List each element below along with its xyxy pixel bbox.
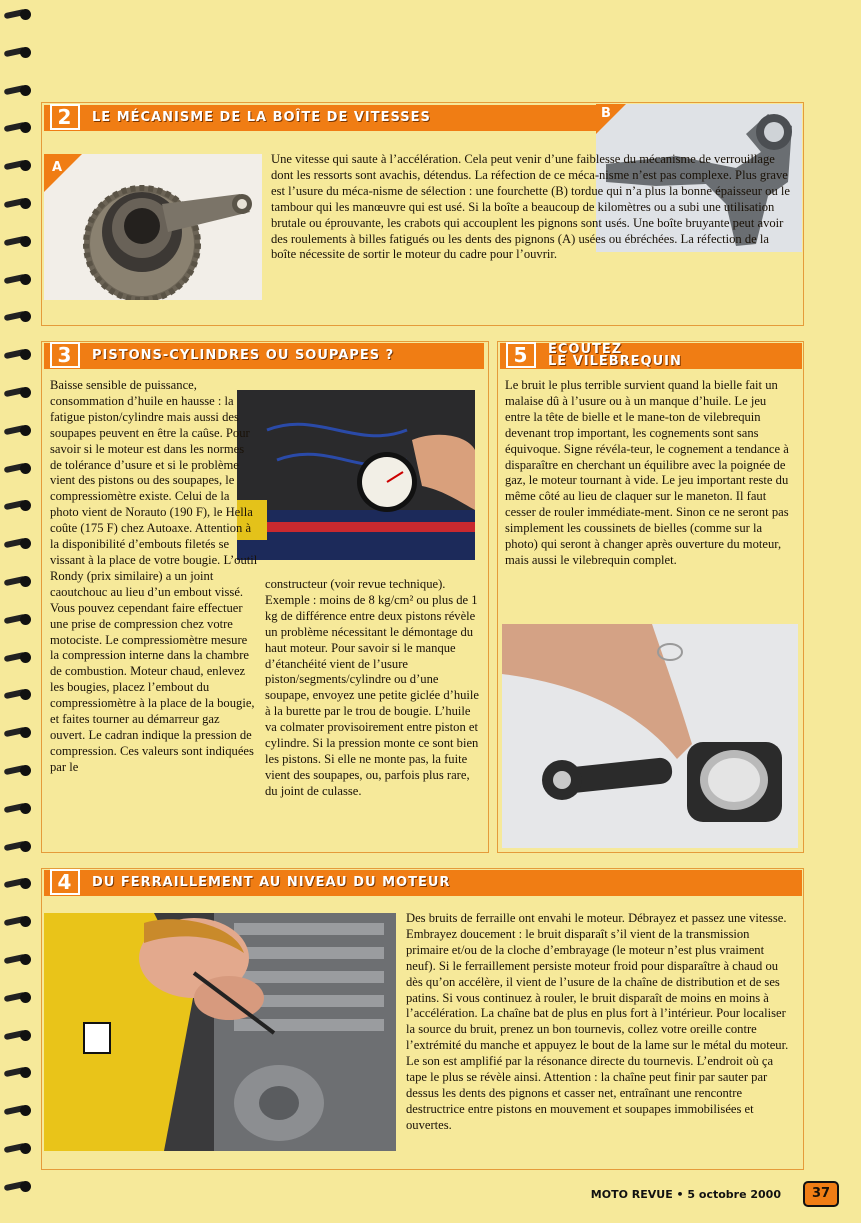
section-3-col2-body: constructeur (voir revue technique). Exemple : moins de 8 kg/cm² ou plus de 1 kg de différence entre deux pistons révèle un problème nécessitant le démontage du haut moteur. Pour savoir si le manque d’étanchéité vient de l’usure piston/segments/cylindre ou d’une soupape, envoyez une petite giclée d’huile à la burette par le trou de bougie. L’huile va colmater provisoirement entre piston et cylindre. Si la pression monte ce sont bien les pistons. Si elle ne monte pas, la fuite vient des soupapes, ou, parfois plus rare, du joint de culasse.: [265, 577, 480, 798]
spiral-ring: [4, 1102, 34, 1120]
spiral-ring: [4, 195, 34, 213]
spiral-ring: [4, 1178, 34, 1196]
spiral-ring: [4, 611, 34, 629]
spiral-ring: [4, 6, 34, 24]
spiral-ring: [4, 460, 34, 478]
spiral-ring: [4, 800, 34, 818]
spiral-ring: [4, 875, 34, 893]
spiral-ring: [4, 535, 34, 553]
section-title: LE MÉCANISME DE LA BOÎTE DE VITESSES: [92, 110, 431, 125]
section-number: 2: [50, 104, 80, 130]
spiral-ring: [4, 308, 34, 326]
compression-gauge-photo: [237, 390, 475, 560]
spiral-ring: [4, 384, 34, 402]
spiral-ring: [4, 573, 34, 591]
spiral-ring: [4, 157, 34, 175]
label-b: B: [601, 106, 611, 121]
section-3-col1-body: Baisse sensible de puissance, consommation d’huile en hausse : la fatigue piston/cylindre mais aussi des soupapes peuvent en être la caûse. Pour savoir si le moteur est dans les normes de tolérance d’usure et si le problème vient des pistons ou des soupapes, le compressiomètre existe. Celui de la photo vient de Norauto (190 F), le Hella coûte (175 F) chez Autoaxe. Attention à la disponibilité d’embouts filetés se vissant à la place de votre bougie. L’outil Rondy (prix similaire) a un joint caoutchouc au lieu d’un embout vissé. Vous pouvez cependant faire effectuer une prise de compression chez votre motociste. Le compressiomètre mesure la compression interne dans la chambre de combustion. Moteur chaud, enlevez les bougies, placez l’embout du compressiomètre à la place de la bougie, et faites tourner au démarreur gaz ouvert. Le cadran indique la pression de compression. Ces valeurs sont indiquées par le: [50, 378, 258, 774]
section-3-col1: [50, 378, 258, 776]
spiral-ring: [4, 838, 34, 856]
section-4-body: Des bruits de ferraille ont envahi le moteur. Débrayez et passez une vitesse. Embrayez doucement : le bruit disparaît s’il vient de la transmission primaire et/ou de la cloche d’embrayage (le moteur n’est plus vraiment neuf). Si le ferraillement persiste moteur froid pour disparaître à chaud ou dès qu’on accélère, il vient de l’usure de la chaîne de distribution et de ses patins. Si vous continuez à rouler, le bruit disparaît de moins en moins à l’accélération. La chaîne bat de plus en plus fort à l’intérieur. Pour localiser la source du bruit, prenez un bon tournevis, collez votre oreille contre l’extrémité du manche et appuyez le bout de la lame sur le métal du moteur. Le son est amplifié par la résonance directe du tournevis. L’endroit où ça tape le plus se révèle ainsi. Attention : la chaîne peut finir par sauter par dessus les dents des pignons et casser net, entraînant une rencontre destructrice entre pistons en mouvement et soupapes immobilisées et ouvertes.: [406, 911, 789, 1132]
spiral-ring: [4, 686, 34, 704]
spiral-ring: [4, 724, 34, 742]
section-4-header: [44, 870, 802, 896]
label-a: A: [52, 160, 63, 175]
section-2-text: [271, 152, 793, 263]
spiral-binding: [0, 0, 40, 1223]
spiral-ring: [4, 951, 34, 969]
section-3-col2: [265, 577, 479, 800]
spiral-ring: [4, 119, 34, 137]
section-title-line2: LE VILEBREQUIN: [548, 354, 682, 369]
section-5-text: [505, 378, 790, 569]
spiral-ring: [4, 497, 34, 515]
section-number: 5: [506, 342, 536, 368]
section-number: 4: [50, 869, 80, 895]
page-number: 37: [803, 1181, 839, 1207]
section-title-line1: ECOUTEZ: [548, 342, 623, 357]
footer-magazine-date: MOTO REVUE • 5 octobre 2000: [590, 1188, 781, 1201]
gearbox-gear-photo: [44, 154, 262, 300]
spiral-ring: [4, 1064, 34, 1082]
spiral-ring: [4, 762, 34, 780]
spiral-ring: [4, 1140, 34, 1158]
connecting-rod-photo: [502, 624, 798, 848]
spiral-ring: [4, 233, 34, 251]
spiral-ring: [4, 346, 34, 364]
section-title: DU FERRAILLEMENT AU NIVEAU DU MOTEUR: [92, 875, 451, 890]
section-2-body: Une vitesse qui saute à l’accélération. Cela peut venir d’une faiblesse du mécanisme de verrouillage dont les ressorts sont avachis, détendus. La réfection de ce méca-nisme n’est pas complexe. Plus grave est l’usure du méca-nisme de sélection : une fourchette (B) tordue qui n’a plus la bonne épaisseur ou le tambour qui les manœuvre qui est usé. Si la boîte a beaucoup de kilomètres ou a subi une utilisation brutale ou éprouvante, les crabots qui accouplent les pignons sont usés. Une boîte bruyante peut avoir des roulements à billes fatigués ou les dents des pignons (A) usées ou ébréchées. La réfection de la boîte nécessite de sortir le moteur du cadre pour l’ouvrir.: [271, 152, 790, 262]
spiral-ring: [4, 913, 34, 931]
section-5-header: [500, 343, 802, 369]
spiral-ring: [4, 44, 34, 62]
section-2-header: [44, 105, 597, 131]
spiral-ring: [4, 649, 34, 667]
mechanic-listening-engine-photo: [44, 913, 396, 1151]
section-5-body: Le bruit le plus terrible survient quand la bielle fait un malaise dû à l’usure ou à un manque d’huile. Le jeu entre la tête de bielle et le mane-ton de vilebrequin devenant trop important, les cognements sont sans équivoque. Signe révéla-teur, le cognement a tendance à disparaître en cherchant un équilibre avec la poignée de gaz, le moteur tournant à vide. Le jeu important reste du même côté au lieu de claquer sur le maneton. Il faut cesser de rouler immédiate-ment. Sinon ce ne seront pas simplement les coussinets de bielles (comme sur la photo) qui seront à changer après ouverture du moteur, mais aussi le vilebrequin complet.: [505, 378, 789, 567]
section-title: PISTONS-CYLINDRES OU SOUPAPES ?: [92, 348, 395, 363]
spiral-ring: [4, 1027, 34, 1045]
spiral-ring: [4, 989, 34, 1007]
section-number: 3: [50, 342, 80, 368]
spiral-ring: [4, 82, 34, 100]
spiral-ring: [4, 422, 34, 440]
section-3-header: [44, 343, 484, 369]
section-4-text: [406, 911, 790, 1134]
spiral-ring: [4, 271, 34, 289]
